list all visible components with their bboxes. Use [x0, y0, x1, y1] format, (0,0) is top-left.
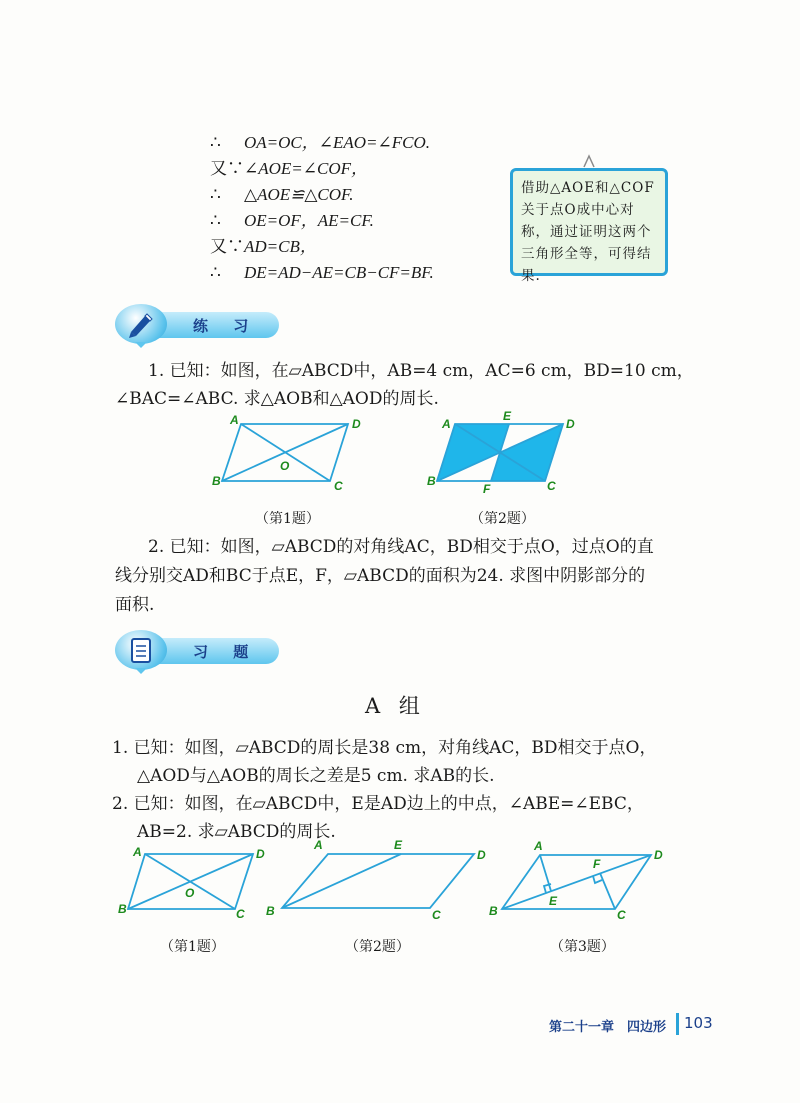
page-number: 103: [684, 1014, 713, 1032]
practice-figure-2: [425, 410, 585, 495]
label-E: E: [394, 838, 403, 852]
exercise-1-line1: 1. 已知：如图，▱ABCD的周长是38 cm，对角线AC，BD相交于点O，: [112, 738, 657, 758]
practice-q1-line2: ∠BAC=∠ABC. 求△AOB和△AOD的周长.: [115, 389, 439, 409]
proof-line-1: ∴ OA=OC，∠EAO=∠FCO.: [210, 133, 431, 153]
exercise-2-line2: AB=2. 求▱ABCD的周长.: [137, 822, 336, 842]
label-F: F: [483, 482, 491, 495]
label-E: E: [503, 410, 512, 423]
label-D: D: [477, 848, 486, 862]
label-A: A: [442, 417, 451, 431]
label-C: C: [617, 908, 626, 922]
label-A: A: [133, 845, 142, 859]
label-D: D: [566, 417, 575, 431]
practice-fig1-caption: （第1题）: [255, 511, 320, 527]
practice-banner-label: 练 习: [193, 317, 259, 335]
label-D: D: [352, 417, 361, 431]
label-O: O: [185, 886, 195, 900]
tip-box: 借助△AOE和△COF关于点O成中心对称，通过证明这两个三角形全等，可得结果.: [510, 168, 668, 276]
practice-q2-line2: 线分别交AD和BC于点E，F，▱ABCD的面积为24. 求图中阴影部分的: [115, 566, 646, 586]
label-A: A: [314, 838, 323, 852]
label-B: B: [266, 904, 275, 918]
proof-line-3: ∴ △AOE≌△COF.: [210, 185, 354, 205]
label-F: F: [593, 857, 601, 871]
exercise-figure-1: [115, 840, 275, 925]
proof-line-6: ∴ DE=AD−AE=CB−CF=BF.: [210, 263, 434, 283]
exercise-1-line2: △AOD与△AOB的周长之差是5 cm. 求AB的长.: [137, 766, 495, 786]
label-C: C: [547, 479, 556, 493]
label-C: C: [432, 908, 441, 922]
exercise-fig2-caption: （第2题）: [345, 939, 410, 955]
proof-line-5: 又∵AD=CB，: [210, 237, 317, 257]
practice-banner: [115, 304, 280, 344]
practice-figure-1: [210, 410, 370, 495]
label-D: D: [654, 848, 663, 862]
label-C: C: [236, 907, 245, 921]
exercise-banner: [115, 630, 280, 670]
footer-chapter: 第二十一章: [549, 1020, 615, 1035]
footer-section: 四边形: [627, 1020, 667, 1035]
practice-q2-line3: 面积.: [115, 595, 155, 615]
exercise-fig1-caption: （第1题）: [160, 939, 225, 955]
notebook-icon: [115, 630, 167, 670]
label-D: D: [256, 847, 265, 861]
practice-q2-line1: 2. 已知：如图，▱ABCD的对角线AC，BD相交于点O，过点O的直: [148, 537, 654, 557]
label-A: A: [534, 839, 543, 853]
exercise-figure-2: [260, 835, 500, 925]
label-B: B: [212, 474, 221, 488]
proof-line-4: ∴ OE=OF，AE=CF.: [210, 211, 374, 231]
label-B: B: [427, 474, 436, 488]
pin-icon: [582, 154, 596, 168]
exercise-fig3-caption: （第3题）: [550, 939, 615, 955]
label-E: E: [549, 894, 558, 908]
practice-fig2-caption: （第2题）: [470, 511, 535, 527]
label-B: B: [489, 904, 498, 918]
pencil-icon: [115, 304, 167, 344]
proof-line-2: 又∵∠AOE=∠COF，: [210, 159, 369, 179]
label-O: O: [280, 459, 290, 473]
exercise-figure-3: [485, 835, 675, 925]
group-title: A 组: [365, 694, 426, 718]
label-A: A: [230, 413, 239, 427]
practice-q1-line1: 1. 已知：如图，在▱ABCD中，AB=4 cm，AC=6 cm，BD=10 cm，: [148, 361, 694, 381]
label-B: B: [118, 902, 127, 916]
exercise-2-line1: 2. 已知：如图，在▱ABCD中，E是AD边上的中点，∠ABE=∠EBC，: [112, 794, 644, 814]
exercise-banner-label: 习 题: [193, 643, 259, 661]
label-C: C: [334, 479, 343, 493]
footer-divider: [676, 1013, 679, 1035]
